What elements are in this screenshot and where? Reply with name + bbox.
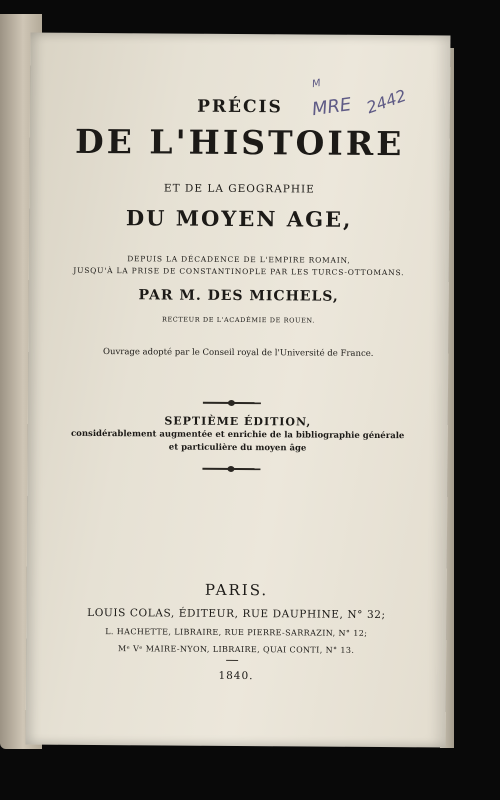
imprint-city: PARIS.	[204, 580, 269, 600]
author-title: RECTEUR DE L'ACADÉMIE DE ROUEN.	[161, 315, 316, 325]
author-name: PAR M. DES MICHELS,	[138, 287, 339, 305]
adoption-note: Ouvrage adopté par le Conseil royal de l'Université de France.	[102, 347, 374, 359]
title-precis: PRÉCIS	[197, 96, 283, 118]
title-geographie: ET DE LA GEOGRAPHIE	[163, 182, 315, 196]
title-page	[26, 33, 451, 748]
imprint-publisher-1: LOUIS COLAS, ÉDITEUR, RUE DAUPHINE, N° 32;	[87, 606, 386, 622]
imprint-year: 1840.	[218, 669, 254, 683]
edition-name: SEPTIÈME ÉDITION,	[164, 414, 312, 429]
subtitle-line-2: JUSQU'À LA PRISE DE CONSTANTINOPLE PAR LES TURCS-OTTOMANS.	[73, 265, 405, 278]
imprint-publisher-2: L. HACHETTE, LIBRAIRE, RUE PIERRE-SARRAZIN, N° 12;	[105, 627, 368, 638]
title-moyen-age: DU MOYEN AGE,	[125, 205, 353, 232]
imprint-publisher-3: Mᵉ Vᵉ MAIRE-NYON, LIBRAIRE, QUAI CONTI, N° 13.	[118, 644, 355, 655]
title-histoire: DE L'HISTOIRE	[74, 121, 405, 164]
ornament-divider-top	[203, 402, 261, 404]
ornament-divider-bottom	[202, 468, 260, 470]
handwritten-mark-2: MRE	[310, 94, 353, 121]
handwritten-mark-3: 2442	[364, 85, 409, 118]
edition-desc-2: et particulière du moyen âge	[168, 442, 307, 454]
edition-desc-1: considérablement augmentée et enrichie de la bibliographie générale	[70, 428, 405, 442]
subtitle-line-1: DEPUIS LA DÉCADENCE DE L'EMPIRE ROMAIN,	[127, 254, 351, 265]
imprint-dash	[226, 660, 238, 661]
handwritten-mark-1: M	[311, 77, 322, 91]
